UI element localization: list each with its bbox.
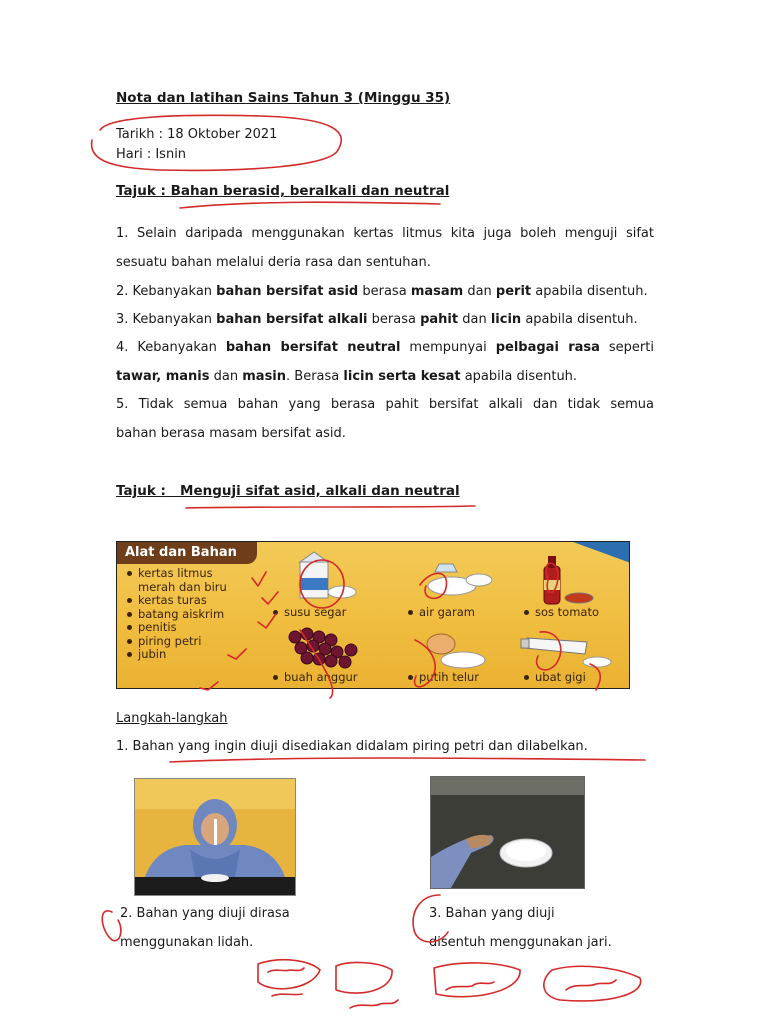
tool-item: merah dan biru [138,579,227,594]
topic-heading-1: Tajuk : Bahan berasid, beralkali dan neutral [116,183,450,199]
point-5-line-2: bahan berasa masam bersifat asid. [116,426,346,441]
materials-title: Alat dan Bahan [117,542,257,564]
step-2-line-1: 2. Bahan yang diuji dirasa [120,906,290,921]
salt-water-icon [428,564,492,595]
point-3-text-e: dan [458,312,491,327]
tool-item: kertas turas [127,594,227,608]
point-3-text-g: apabila disentuh. [521,312,638,327]
point-4-bold-l2c: masin [242,369,287,384]
point-2-text-c: berasa [358,284,411,299]
substance-label: ubat gigi [524,670,586,684]
point-4-bold-l2a: tawar, manis [116,369,210,384]
substance-label: sos tomato [524,605,599,619]
point-3-bold-d: pahit [420,312,459,327]
point-4-bold-l2e: licin serta kesat [343,369,461,384]
point-4-line-2 [116,367,577,387]
point-4-text-c: mempunyai [400,340,496,355]
tool-item: jubin [127,648,227,662]
point-2-text-a: 2. Kebanyakan [116,284,217,299]
point-2-text-e: dan [463,284,496,299]
tomato-sauce-icon [544,556,593,604]
point-3-bold-f: licin [490,312,522,327]
topic-heading-2-text: Menguji sifat asid, alkali dan neutral [180,483,460,499]
point-3-text-a: 3. Kebanyakan [116,312,217,327]
point-4-text-l2d: . Berasa [286,369,344,384]
step-2-line-2: menggunakan lidah. [120,935,254,950]
step-3-line-1: 3. Bahan yang diuji [429,906,555,921]
materials-panel [116,541,630,689]
point-2-bold-d: masam [410,284,464,299]
point-5-line-1: 5. Tidak semua bahan yang berasa pahit bersifat alkali dan tidak semua [116,397,654,412]
touching-illustration [431,777,584,888]
substance-label: putih telur [408,670,479,684]
point-3-text-c: berasa [367,312,421,327]
milk-carton-icon [300,552,356,598]
grapes-icon [289,628,357,668]
substance-label: air garam [408,605,475,619]
point-3 [116,310,638,330]
point-3-bold-b: bahan bersifat alkali [216,312,368,327]
page-title: Nota dan latihan Sains Tahun 3 (Minggu 35) [116,90,451,106]
day-line: Hari : Isnin [116,147,187,162]
point-2-bold-f: perit [495,284,532,299]
tasting-photo [134,778,296,896]
touching-photo [430,776,585,889]
tool-item: piring petri [127,635,227,649]
topic-heading-2 [116,483,460,499]
point-2 [116,282,648,302]
point-4-bold-d: pelbagai rasa [495,340,600,355]
point-1-line-2: sesuatu bahan melalui deria rasa dan sentuhan. [116,255,431,270]
date-line: Tarikh : 18 Oktober 2021 [116,127,278,142]
step-1: 1. Bahan yang ingin diuji disediakan didalam piring petri dan dilabelkan. [116,739,588,754]
topic-heading-2-prefix: Tajuk : [116,483,166,499]
point-2-bold-b: bahan bersifat asid [216,284,359,299]
point-4-bold-b: bahan bersifat neutral [225,340,401,355]
substance-label: susu segar [273,605,346,619]
substance-label: buah anggur [273,670,358,684]
point-4-text-a: 4. Kebanyakan [116,340,226,355]
steps-heading: Langkah-langkah [116,711,228,726]
point-4-text-e: seperti [599,340,654,355]
egg-white-icon [427,634,485,668]
tasting-illustration [135,779,295,895]
point-1-line-1: 1. Selain daripada menggunakan kertas litmus kita juga boleh menguji sifat [116,226,654,241]
point-4-text-l2b: dan [209,369,243,384]
point-2-text-g: apabila disentuh. [531,284,648,299]
tool-item: kertas litmus [127,567,227,581]
point-4-line-1 [116,340,654,355]
tool-item: batang aiskrim [127,608,227,622]
tool-item: penitis [127,621,227,635]
step-3-line-2: disentuh menggunakan jari. [429,935,612,950]
point-4-text-l2f: apabila disentuh. [460,369,578,384]
toothpaste-icon [521,638,611,667]
